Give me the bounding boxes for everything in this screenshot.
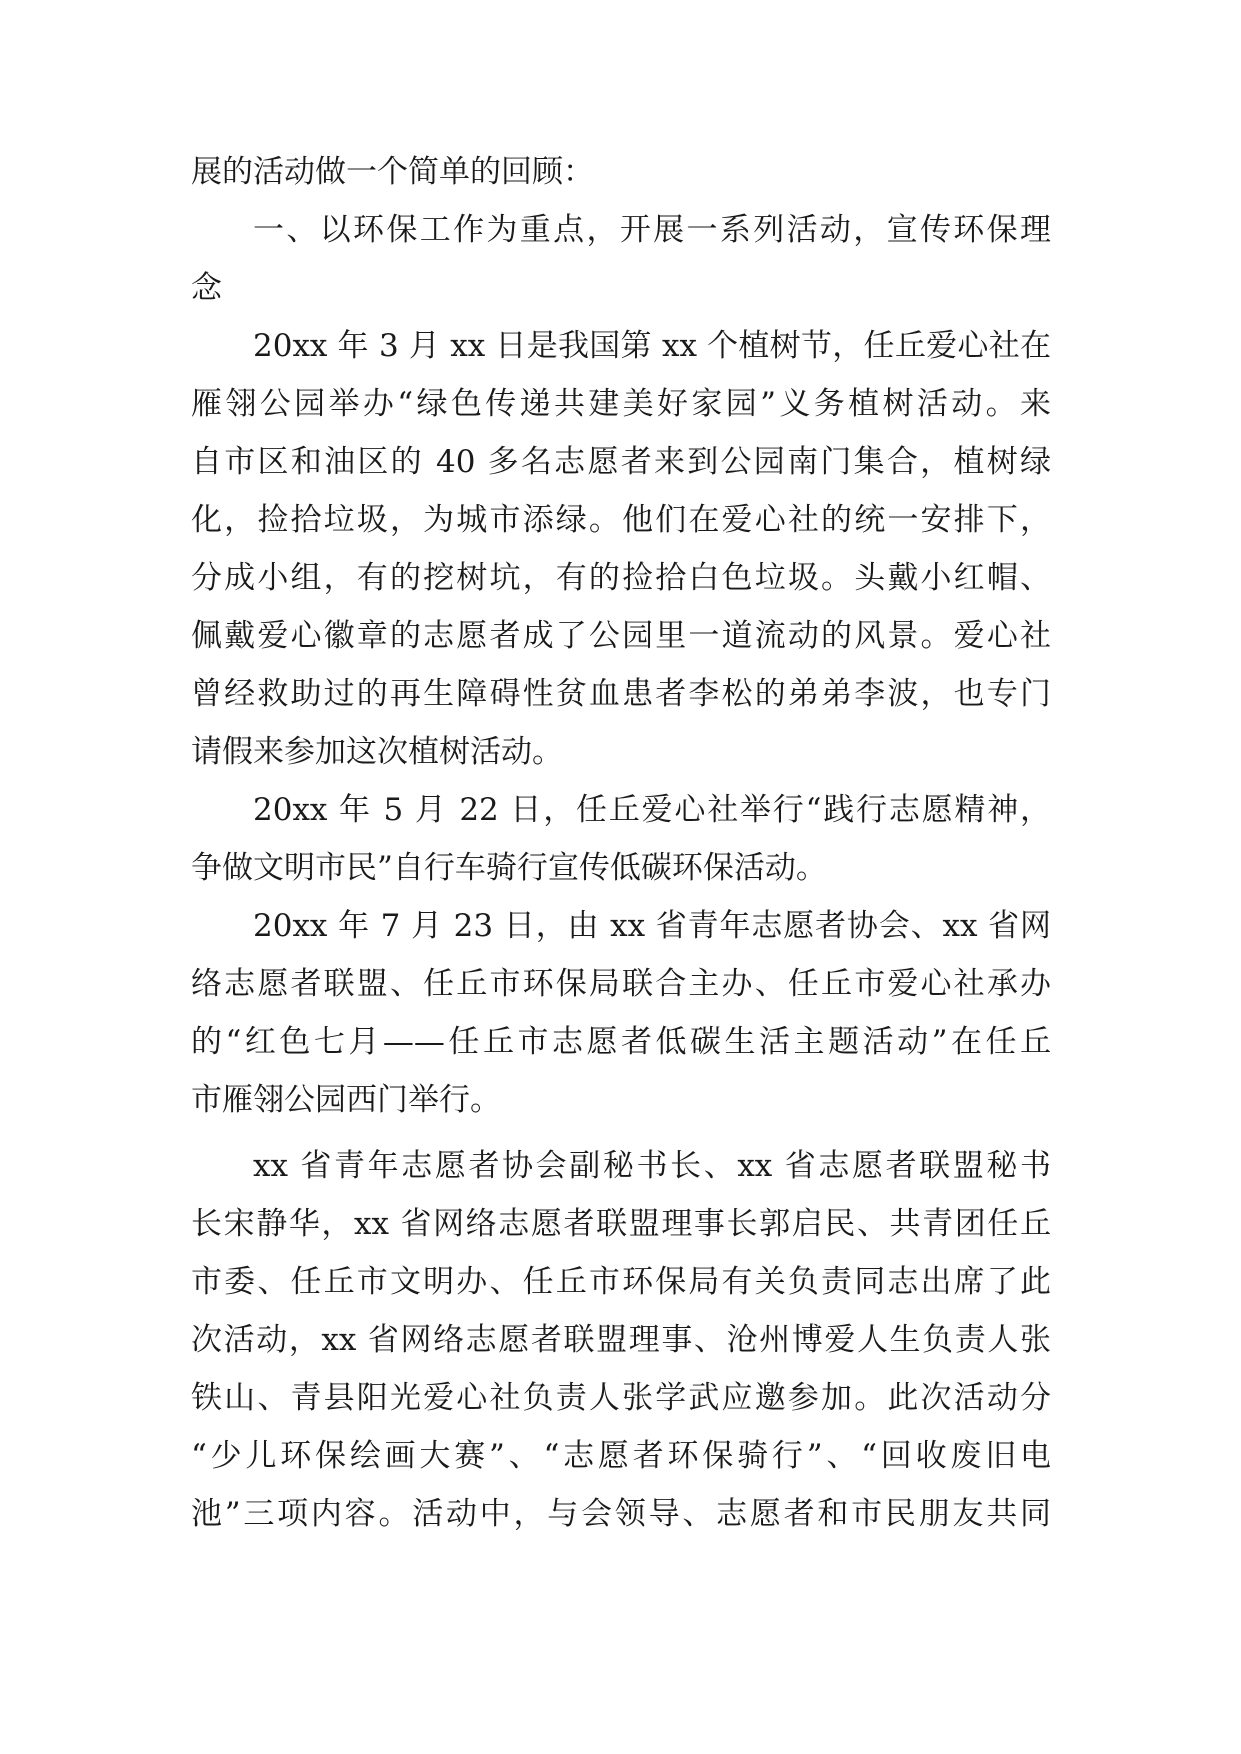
paragraph-line: 请假来参加这次植树活动。 [191, 734, 563, 770]
paragraph-line: 络志愿者联盟、任丘市环保局联合主办、任丘市爱心社承办 [191, 966, 1051, 1002]
paragraph-line: “少儿环保绘画大赛”、“志愿者环保骑行”、“回收废旧电 [191, 1438, 1051, 1474]
paragraph-line: 佩戴爱心徽章的志愿者成了公园里一道流动的风景。爱心社 [191, 618, 1051, 654]
paragraph-line: 曾经救助过的再生障碍性贫血患者李松的弟弟李波，也专门 [191, 676, 1051, 712]
paragraph-line: 自市区和油区的 40 多名志愿者来到公园南门集合，植树绿 [191, 444, 1051, 480]
section-heading-continued: 念 [191, 270, 222, 306]
paragraph-line: 争做文明市民”自行车骑行宣传低碳环保活动。 [191, 850, 827, 886]
section-heading: 一、以环保工作为重点，开展一系列活动，宣传环保理 [253, 212, 1051, 248]
paragraph-line: 次活动，xx 省网络志愿者联盟理事、沧州博爱人生负责人张 [191, 1322, 1051, 1358]
paragraph-line: xx 省青年志愿者协会副秘书长、xx 省志愿者联盟秘书 [253, 1148, 1051, 1184]
text-line: 展的活动做一个简单的回顾： [191, 154, 594, 190]
paragraph-line: 分成小组，有的挖树坑，有的捡拾白色垃圾。头戴小红帽、 [191, 560, 1051, 596]
paragraph-line: 市委、任丘市文明办、任丘市环保局有关负责同志出席了此 [191, 1264, 1051, 1300]
paragraph-line: 市雁翎公园西门举行。 [191, 1082, 501, 1118]
paragraph-line: 20xx 年 5 月 22 日，任丘爱心社举行“践行志愿精神， [253, 792, 1051, 828]
paragraph-line: 长宋静华，xx 省网络志愿者联盟理事长郭启民、共青团任丘 [191, 1206, 1051, 1242]
paragraph-line: 化，捡拾垃圾，为城市添绿。他们在爱心社的统一安排下， [191, 502, 1051, 538]
paragraph-line: 雁翎公园举办“绿色传递共建美好家园”义务植树活动。来 [191, 386, 1051, 422]
paragraph-line: 20xx 年 3 月 xx 日是我国第 xx 个植树节，任丘爱心社在 [253, 328, 1051, 364]
paragraph-line: 池”三项内容。活动中，与会领导、志愿者和市民朋友共同 [191, 1496, 1051, 1532]
paragraph-line: 20xx 年 7 月 23 日，由 xx 省青年志愿者协会、xx 省网 [253, 908, 1051, 944]
paragraph-line: 铁山、青县阳光爱心社负责人张学武应邀参加。此次活动分 [191, 1380, 1051, 1416]
paragraph-line: 的“红色七月——任丘市志愿者低碳生活主题活动”在任丘 [191, 1024, 1051, 1060]
